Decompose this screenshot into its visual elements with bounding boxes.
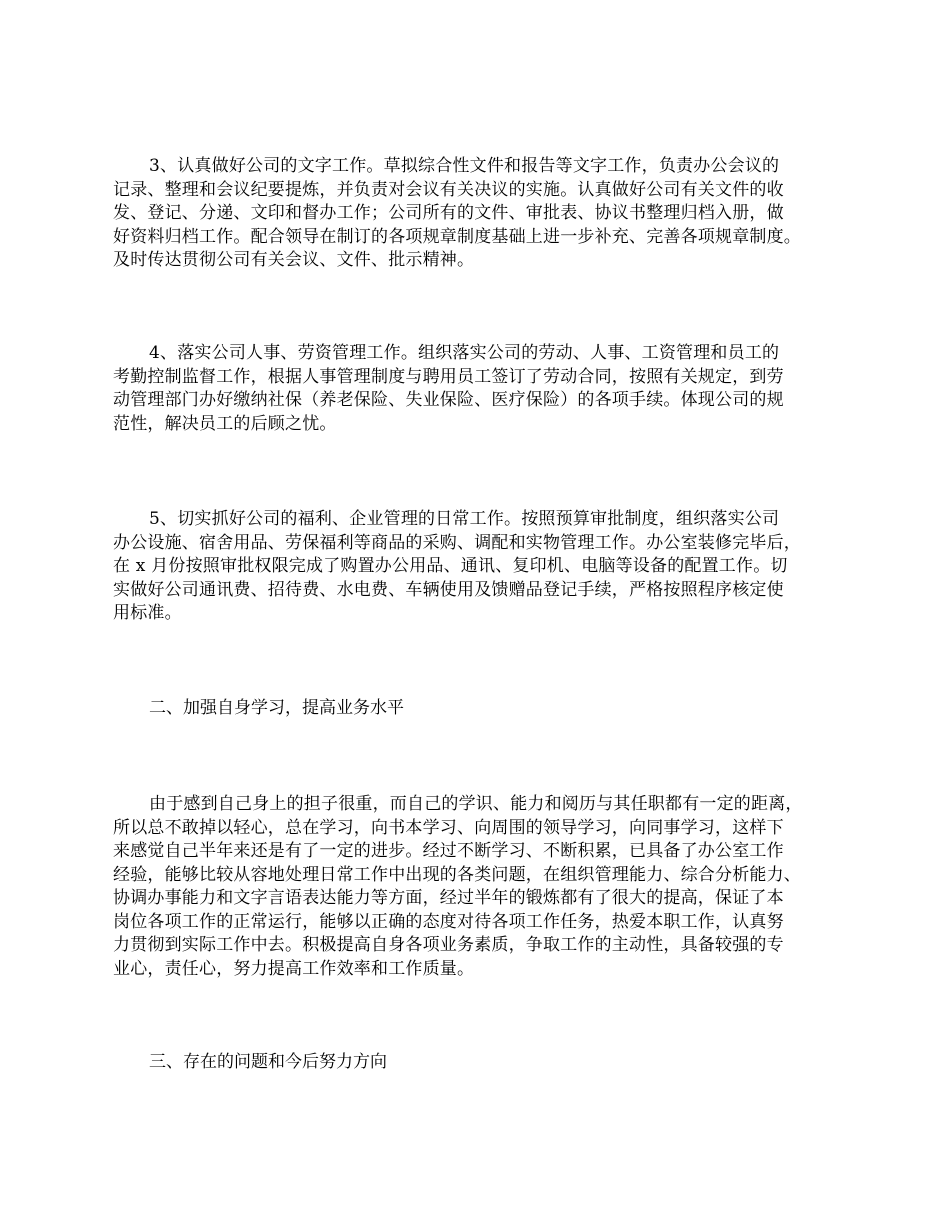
paragraph-line: 3、认真做好公司的文字工作。草拟综合性文件和报告等文字工作，负责办公会议的	[149, 156, 780, 176]
paragraph-line: 用标准。	[113, 603, 182, 623]
paragraph-line: 协调办事能力和文字言语表达能力等方面，经过半年的锻炼都有了很大的提高，保证了本	[113, 888, 784, 908]
section-heading-2: 二、加强自身学习，提高业务水平	[149, 698, 404, 718]
paragraph-item-3	[113, 155, 843, 273]
section-heading-3: 三、存在的问题和今后努力方向	[149, 1052, 387, 1072]
paragraph-line: 动管理部门办好缴纳社保（养老保险、失业保险、医疗保险）的各项手续。体现公司的规	[113, 390, 784, 410]
paragraph-line: 5、切实抓好公司的福利、企业管理的日常工作。按照预算审批制度，组织落实公司	[149, 509, 780, 529]
paragraph-line: 来感觉自己半年来还是有了一定的进步。经过不断学习、不断积累，已具备了办公室工作	[113, 841, 784, 861]
paragraph-line: 范性，解决员工的后顾之忧。	[113, 413, 337, 434]
paragraph-line: 在 x 月份按照审批权限完成了购置办公用品、通讯、复印机、电脑等设备的配置工作。切	[113, 556, 788, 576]
paragraph-line: 经验，能够比较从容地处理日常工作中出现的各类问题，在组织管理能力、综合分析能力、	[113, 864, 801, 885]
paragraph-line: 岗位各项工作的正常运行，能够以正确的态度对待各项工作任务，热爱本职工作，认真努	[113, 911, 784, 932]
paragraph-line: 好资料归档工作。配合领导在制订的各项规章制度基础上进一步补充、完善各项规章制度。	[113, 226, 801, 247]
paragraph-line: 办公设施、宿舍用品、劳保福利等商品的采购、调配和实物管理工作。办公室装修完毕后，	[113, 532, 801, 553]
paragraph-line: 实做好公司通讯费、招待费、水电费、车辆使用及馈赠品登记手续，严格按照程序核定使	[113, 579, 784, 600]
paragraph-line: 力贯彻到实际工作中去。积极提高自身各项业务素质，争取工作的主动性，具备较强的专	[113, 935, 784, 955]
paragraph-line: 由于感到自己身上的担子很重，而自己的学识、能力和阅历与其任职都有一定的距离，	[149, 794, 803, 814]
paragraph-line: 及时传达贯彻公司有关会议、文件、批示精神。	[113, 250, 475, 270]
paragraph-line: 记录、整理和会议纪要提炼，并负责对会议有关决议的实施。认真做好公司有关文件的收	[113, 179, 784, 200]
paragraph-line: 业心，责任心，努力提高工作效率和工作质量。	[113, 958, 475, 979]
paragraph-line: 考勤控制监督工作，根据人事管理制度与聘用员工签订了劳动合同，按照有关规定，到劳	[113, 366, 784, 387]
paragraph-item-4	[113, 342, 843, 436]
paragraph-line: 所以总不敢掉以轻心，总在学习，向书本学习、向周围的领导学习，向同事学习，这样下	[113, 817, 784, 838]
paragraph-self-study	[113, 793, 843, 981]
paragraph-item-5	[113, 508, 843, 626]
paragraph-line: 发、登记、分递、文印和督办工作；公司所有的文件、审批表、协议书整理归档入册，做	[113, 203, 784, 223]
paragraph-line: 4、落实公司人事、劳资管理工作。组织落实公司的劳动、人事、工资管理和员工的	[149, 343, 780, 363]
